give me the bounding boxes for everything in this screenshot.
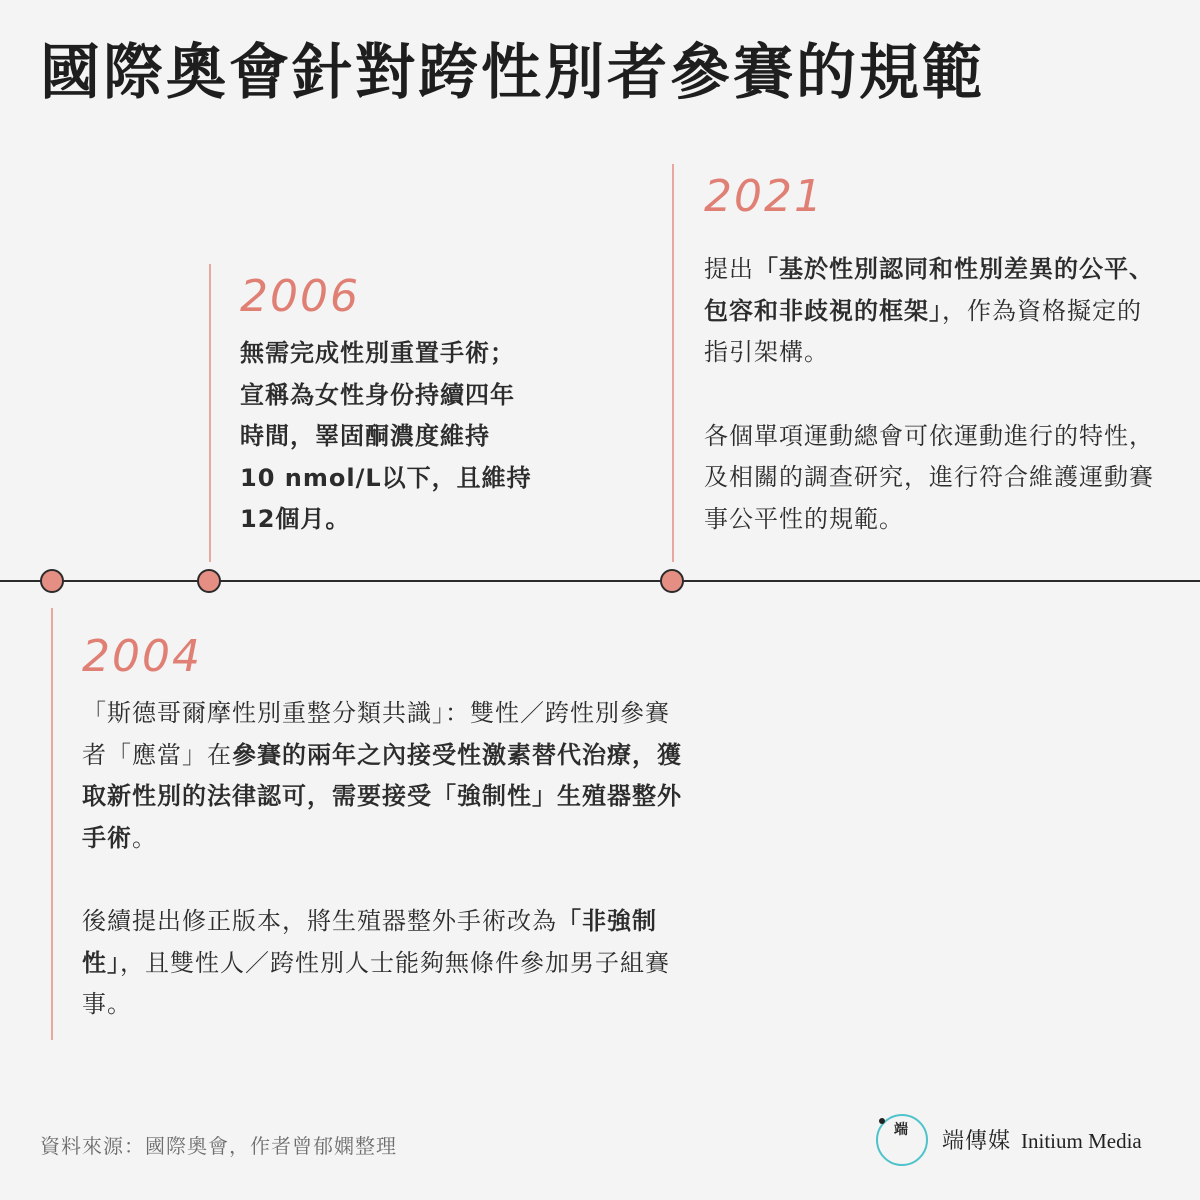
- year-2021: 2021: [704, 171, 824, 222]
- event-2004-span: 。: [132, 823, 157, 852]
- event-2021-span: ，作為資格擬定的指引架構。: [704, 296, 1142, 366]
- page-title: 國際奧會針對跨性別者參賽的規範: [40, 38, 985, 108]
- source-note: 資料來源：國際奧會，作者曾郁嫻整理: [40, 1134, 397, 1158]
- connector-2004: [51, 608, 53, 1040]
- event-2004-span-bold: 「非強制性」: [82, 907, 657, 977]
- brand-name: [942, 1124, 1142, 1155]
- event-2004-text: [82, 693, 694, 1026]
- event-2006-line: 宣稱為女性身份持續四年: [240, 380, 515, 409]
- event-2021-text: [704, 249, 1166, 540]
- event-2006-line: 10 nmol/L以下，且維持: [240, 463, 532, 492]
- connector-2021: [672, 164, 674, 562]
- event-2021-span: 提出: [704, 255, 754, 283]
- timeline-axis: [0, 580, 1200, 582]
- event-2006-line: 時間，睪固酮濃度維持: [240, 422, 490, 450]
- event-2004-span-bold: 參賽的兩年之內接受性激素替代治療，獲取新性別的法律認可，需要接受「強制性」生殖器整外手術: [82, 740, 682, 852]
- event-2006-text: [240, 333, 580, 541]
- event-2004-para2: [82, 901, 694, 1026]
- brand-zh: 端傳媒: [942, 1129, 1012, 1154]
- logo-glyph: 端: [894, 1122, 908, 1138]
- timeline-marker-2006: [197, 569, 221, 593]
- event-2006-line: 無需完成性別重置手術；: [240, 339, 515, 367]
- timeline-marker-2021: [660, 569, 684, 593]
- event-2021-para1: [704, 249, 1166, 374]
- event-2004-span: 「斯德哥爾摩性別重整分類共識」：雙性／跨性別參賽者「應當」在: [82, 699, 670, 769]
- brand-en: Initium Media: [1021, 1129, 1142, 1153]
- year-2006: 2006: [240, 271, 360, 322]
- event-2004-para1: [82, 693, 694, 859]
- connector-2006: [209, 264, 211, 562]
- event-2021-span-bold: 「基於性別認同和性別差異的公平、包容和非歧視的框架」: [704, 255, 1154, 325]
- event-2021-para2: 各個單項運動總會可依運動進行的特性，及相關的調查研究，進行符合維護運動賽事公平性的規範。: [704, 421, 1154, 533]
- event-2004-span: ，且雙性人／跨性別人士能夠無條件參加男子組賽事。: [82, 948, 670, 1018]
- timeline-marker-2004: [40, 569, 64, 593]
- year-2004: 2004: [82, 631, 202, 682]
- event-2006-line: 12個月。: [240, 505, 351, 533]
- event-2004-span: 後續提出修正版本，將生殖器整外手術改為: [82, 907, 557, 935]
